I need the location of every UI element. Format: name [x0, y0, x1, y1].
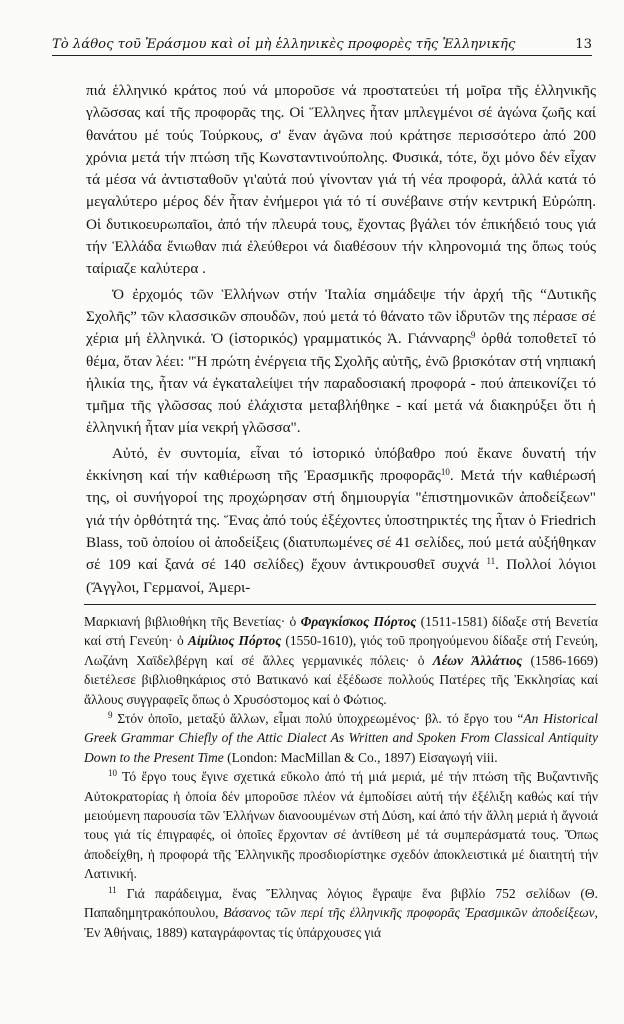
paragraph-3	[86, 443, 596, 599]
paragraph-3-text-b: . Μετά τήν καθιέρωσή της, οἱ συνήγοροί της προχώρησαν στή δημιουργία "ἐπιστημονικῶν ἀποδείξεων" γιά τήν ὀρθότητά της. Ἕνας ἀπό τούς ἐξέχοντες ὑποστηρικτές της ἦταν ὁ Friedrich Blass, τοῦ ὁποίου οἱ ἀποδείξεις (διατυπωμένες σέ 41 σελίδες, πού μετά αὐξήθηκαν σέ 109 καί ξανά σέ 140 σελίδες) ἔχουν ἀντικρουσθεῖ συχνά	[86, 467, 596, 574]
person-name-leon-allatios: Λέων Ἀλλάτιος	[432, 652, 523, 668]
paragraph-3-text-c: . Πολλοί λόγιοι (Ἄγγλοι, Γερμανοί, Ἀμερι-	[86, 556, 596, 596]
footnotes	[84, 612, 598, 942]
footnote-separator	[84, 604, 596, 605]
paragraph-2-text-b: ὀρθά τοποθετεῖ τό θέμα, ὅταν λέει: "Ἡ πρώτη ἐνέργεια τῆς Σχολῆς αὐτῆς, ἐνῶ βρισκόταν στή νηπιακή ἡλικία της, ἦταν νά ἐγκαταλείψει τήν παραδοσιακή προφορά - πού ἀπεικονίζει τό τμῆμα τῆς γλῶσσας πού ἐλάχιστα μεταβλήθηκε - καί μετά νά διακηρύξει ὅτι ἡ ἑλληνική ἦταν μία νεκρή γλῶσσα".	[86, 330, 597, 437]
footnote-11-text-b: , Ἐν Ἀθήναις, 1889) καταγράφοντας τίς ὑπάρχουσες γιά	[84, 905, 598, 940]
footnote-continued-text-c: (1550-1610), γιός τοῦ προηγούμενου δίδαξε στή Γενεύη, Λωζάνη Χαϊδελβέργη καί σέ ἄλλες γερμανικές πόλεις· ὁ	[84, 633, 598, 668]
footnote-ref-9[interactable]: 9	[470, 330, 476, 341]
footnote-11-number: 11	[108, 884, 117, 895]
footnote-11	[84, 884, 598, 942]
footnote-9-text-a: Στόν ὁποῖο, μεταξύ ἄλλων, εἶμαι πολύ ὑποχρεωμένος· βλ. τό ἔργο του “	[112, 711, 524, 727]
footnote-11-book-title: Βάσανος τῶν περί τῆς ἑλληνικῆς προφορᾶς Ἐρασμικῶν ἀποδείξεων	[223, 905, 595, 921]
paragraph-1: πιά ἑλληνικό κράτος πού νά μποροῦσε νά προστατεύει τή μοῖρα τῆς ἑλληνικῆς γλῶσσας καί τῆς προφορᾶς της. Οἱ Ἕλληνες ἦταν μπλεγμένοι σέ ἀγώνα ζωῆς καί θανάτου μέ τούς Τούρκους, σ' ἕναν ἀγῶνα πού κράτησε περισσότερο ἀπό 200 χρόνια μετά τήν πτώση τῆς Κωνσταντινούπολης. Φυσικά, τότε, ὄχι μόνο δέν εἶχαν τά μέσα νά ἀντισταθοῦν γι'αὐτά πού γίνονταν γιά τή νέα προφορά, ἀλλά κατά τό μεγαλύτερο μέρος δέν ἦταν ἐνήμεροι γιά τό τί συνέβαινε στήν κεντρική Εὐρώπη. Οἱ δυτικοευρωπαῖοι, ἀπό τήν πλευρά τους, ἔχοντας βγάλει τόν ἐπικήδειό τους γιά τήν Ἑλλάδα ἔνιωθαν πιά ἐλεύθεροι νά διαθέσουν τήν κληρονομιά της ὅπως τούς ταίριαζε καλύτερα .	[86, 82, 596, 278]
page-number: 13	[575, 37, 592, 52]
footnote-11-text-a: Γιά παράδειγμα, ἕνας Ἕλληνας λόγιος ἔγραψε ἕνα βιβλίο 752 σελίδων (Θ. Παπαδημητρακόπουλου,	[84, 885, 598, 921]
footnote-ref-10[interactable]: 10	[440, 467, 450, 478]
footnote-continued-text-b: (1511-1581) δίδαξε στή Βενετία καί στή Γενεύη· ὁ	[84, 614, 598, 649]
footnote-continued-text-a: Μαρκιανή βιβλιοθήκη τῆς Βενετίας· ὁ	[84, 614, 301, 629]
running-header	[52, 36, 592, 56]
main-text	[86, 80, 596, 599]
footnote-9-number: 9	[108, 710, 113, 721]
footnote-10-text: Τό ἔργο τους ἔγινε σχετικά εὔκολο ἀπό τή μιά μεριά, μέ τήν πτώση τῆς Βυζαντινῆς Αὐτοκρατορίας ἡ ὁποία δέν μποροῦσε πλέον νά ἐμποδίσει αὐτή τήν ἐξέλιξη καθώς καί τήν μειούμενη παρουσία τῶν Ἑλλήνων διανοουμένων στή Δύση, καί ἀπό τήν ἄλλη μεριά ἡ ἄγνοιά τους γιά τίς ἐπιγραφές, οἱ ὁποῖες ἔρχονταν σέ ἀντίθεση μέ τά συμπεράσματά τους. Ὅπως ἀποδείχθη, ἡ προφορά τῆς Ἑλληνικῆς προσδιορίστηκε σχεδόν ἀποκλειστικά μέ διαιτητή τήν Λατινική.	[84, 769, 598, 882]
person-name-frangiskos-portos: Φραγκίσκος Πόρτος	[300, 614, 417, 629]
footnote-9	[84, 709, 598, 767]
running-title: Τὸ λάθος τοῦ Ἐράσμου καὶ οἱ μὴ ἑλληνικὲς προφορὲς τῆς Ἑλληνικῆς	[52, 37, 516, 52]
footnote-continued	[84, 612, 598, 709]
footnote-10	[84, 767, 598, 883]
footnote-10-number: 10	[108, 768, 117, 779]
footnote-9-text-b: (London: MacMillan & Co., 1897) Εἰσαγωγή viii.	[223, 749, 498, 765]
footnote-continued-text-d: (1586-1669) διετέλεσε βιβλιοθηκάριος στό Βατικανό καί ἐξέδωσε πολλούς Πατέρες τῆς Ἐκκλησίας καί ἄλλους συγγραφεῖς ὅπως ὁ Χρυσόστομος καί ὁ Φώτιος.	[84, 652, 598, 707]
paragraph-3-text-a: Αὐτό, ἐν συντομία, εἶναι τό ἱστορικό ὑπόβαθρο πού ἔκανε δυνατή τήν ἐκκίνηση καί τήν καθιέρωση τῆς Ἐρασμικῆς προφορᾶς	[86, 444, 596, 485]
footnote-ref-11[interactable]: 11	[486, 556, 496, 567]
paragraph-2	[86, 284, 596, 440]
person-name-aimilios-portos: Αἰμίλιος Πόρτος	[187, 633, 282, 649]
paragraph-2-text-a: Ὁ ἐρχομός τῶν Ἑλλήνων στήν Ἰταλία σημάδεψε τήν ἀρχή τῆς “Δυτικῆς Σχολῆς” τῶν κλασσικῶν σπουδῶν, πού μετά τό θάνατο τῶν ἱδρυτῶν της πέρασε σέ χέρια μή ἑλληνικά. Ὁ (ἱστορικός) γραμματικός Ἀ. Γιάνναρης	[86, 285, 596, 348]
footnote-9-book-title: An Historical Greek Grammar Chiefly of the Attic Dialect As Written and Spoken From Classical Antiquity Down to the Present Time	[84, 711, 598, 765]
